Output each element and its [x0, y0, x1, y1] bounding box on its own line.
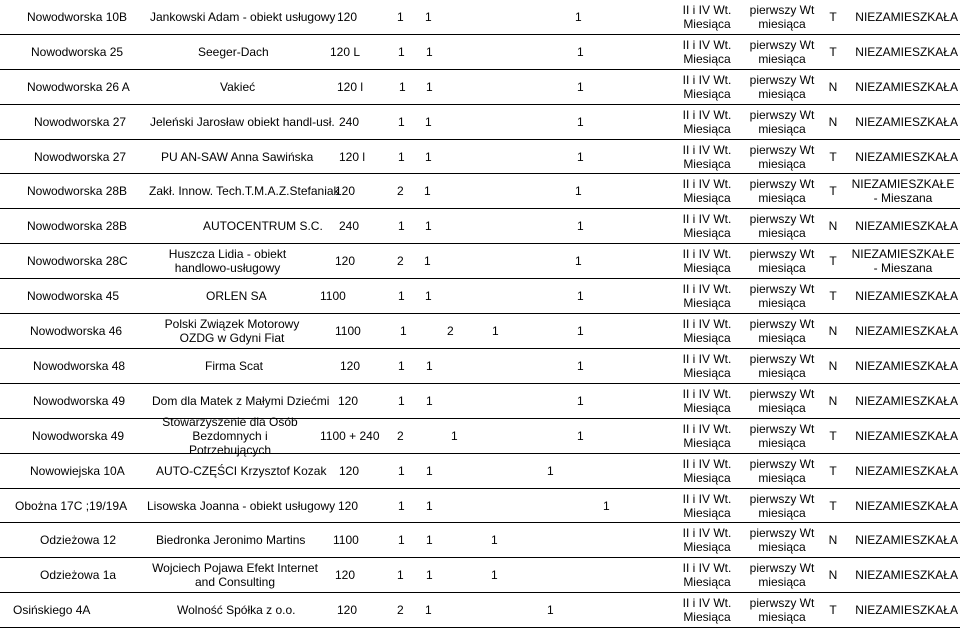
table-row	[0, 0, 960, 35]
count-cell: 1	[603, 498, 610, 513]
schedule-monthly-cell: pierwszy Wt miesiąca	[749, 351, 815, 380]
status-cell: NIEZAMIESZKAŁE - Mieszana	[851, 177, 955, 206]
address-cell: Nowodworska 27	[34, 114, 127, 129]
status-cell: NIEZAMIESZKAŁA	[855, 603, 958, 618]
schedule-monthly-cell: pierwszy Wt miesiąca	[749, 386, 815, 415]
address-cell: Nowodworska 49	[33, 393, 126, 408]
status-cell: NIEZAMIESZKAŁA	[855, 79, 958, 94]
count-cell: 1	[425, 114, 432, 129]
address-cell: Nowodworska 48	[33, 358, 126, 373]
table-row	[0, 454, 960, 489]
schedule-biweekly-cell: II i IV Wt. Miesiąca	[682, 142, 732, 171]
volume-cell: 120	[338, 498, 359, 513]
status-cell: NIEZAMIESZKAŁA	[855, 358, 958, 373]
type-cell: N	[828, 114, 838, 129]
name-cell: Zakł. Innow. Tech.T.M.A.Z.Stefaniak	[149, 184, 340, 199]
type-cell: N	[828, 533, 838, 548]
schedule-monthly-cell: pierwszy Wt miesiąca	[749, 526, 815, 555]
table-row	[0, 105, 960, 140]
address-cell: Odzieżowa 12	[40, 533, 117, 548]
type-cell: T	[829, 9, 837, 24]
count-cell: 1	[398, 149, 405, 164]
count-cell: 1	[491, 568, 498, 583]
count-cell: 2	[397, 603, 404, 618]
count-cell: 1	[492, 324, 499, 339]
count-cell: 1	[577, 393, 584, 408]
count-cell: 1	[425, 149, 432, 164]
type-cell: T	[829, 498, 837, 513]
table-row	[0, 175, 960, 210]
type-cell: N	[828, 324, 838, 339]
count-cell: 1	[397, 568, 404, 583]
name-cell: Vakieć	[220, 79, 256, 94]
volume-cell: 1100	[333, 533, 359, 548]
count-cell: 1	[426, 463, 433, 478]
address-cell: Osińskiego 4A	[13, 603, 91, 618]
status-cell: NIEZAMIESZKAŁA	[855, 463, 958, 478]
count-cell: 1	[398, 498, 405, 513]
count-cell: 1	[426, 498, 433, 513]
address-cell: Nowodworska 27	[34, 149, 127, 164]
table-row	[0, 244, 960, 279]
status-cell: NIEZAMIESZKAŁA	[855, 393, 958, 408]
type-cell: T	[829, 184, 837, 199]
address-cell: Nowodworska 10B	[27, 9, 128, 24]
schedule-biweekly-cell: II i IV Wt. Miesiąca	[682, 421, 732, 450]
name-cell: Stowarzyszenie dla Osób Bezdomnych i Potrzebujących	[162, 414, 298, 457]
schedule-biweekly-cell: II i IV Wt. Miesiąca	[682, 72, 732, 101]
schedule-biweekly-cell: II i IV Wt. Miesiąca	[682, 596, 732, 625]
schedule-biweekly-cell: II i IV Wt. Miesiąca	[682, 212, 732, 241]
count-cell: 1	[577, 219, 584, 234]
schedule-monthly-cell: pierwszy Wt miesiąca	[749, 456, 815, 485]
type-cell: N	[828, 79, 838, 94]
count-cell: 1	[577, 324, 584, 339]
count-cell: 1	[426, 358, 433, 373]
status-cell: NIEZAMIESZKAŁA	[855, 289, 958, 304]
volume-cell: 120	[340, 358, 361, 373]
volume-cell: 120 l	[339, 149, 366, 164]
count-cell: 1	[398, 219, 405, 234]
count-cell: 1	[398, 533, 405, 548]
volume-cell: 120	[337, 603, 358, 618]
count-cell: 1	[398, 114, 405, 129]
type-cell: T	[829, 463, 837, 478]
type-cell: T	[829, 254, 837, 269]
schedule-monthly-cell: pierwszy Wt miesiąca	[749, 561, 815, 590]
status-cell: NIEZAMIESZKAŁA	[855, 219, 958, 234]
table-row	[0, 35, 960, 70]
count-cell: 1	[398, 44, 405, 59]
address-cell: Nowodworska 28B	[27, 184, 128, 199]
count-cell: 1	[398, 358, 405, 373]
name-cell: AUTOCENTRUM S.C.	[203, 219, 323, 234]
table-row	[0, 524, 960, 559]
volume-cell: 120 L	[330, 44, 361, 59]
address-cell: Nowodworska 46	[30, 324, 123, 339]
table-row	[0, 140, 960, 175]
schedule-monthly-cell: pierwszy Wt miesiąca	[749, 72, 815, 101]
status-cell: NIEZAMIESZKAŁA	[855, 44, 958, 59]
count-cell: 1	[577, 358, 584, 373]
count-cell: 1	[577, 79, 584, 94]
count-cell: 1	[575, 254, 582, 269]
table-row	[0, 489, 960, 524]
count-cell: 1	[451, 428, 458, 443]
count-cell: 1	[425, 9, 432, 24]
address-cell: Odzieżowa 1a	[40, 568, 117, 583]
schedule-monthly-cell: pierwszy Wt miesiąca	[749, 596, 815, 625]
volume-cell: 120	[339, 463, 360, 478]
status-cell: NIEZAMIESZKAŁA	[855, 533, 958, 548]
schedule-monthly-cell: pierwszy Wt miesiąca	[749, 107, 815, 136]
count-cell: 1	[425, 219, 432, 234]
schedule-biweekly-cell: II i IV Wt. Miesiąca	[682, 561, 732, 590]
count-cell: 1	[397, 9, 404, 24]
schedule-biweekly-cell: II i IV Wt. Miesiąca	[682, 107, 732, 136]
schedule-biweekly-cell: II i IV Wt. Miesiąca	[682, 2, 732, 31]
address-cell: Nowodworska 26 A	[27, 79, 130, 94]
schedule-monthly-cell: pierwszy Wt miesiąca	[749, 317, 815, 346]
count-cell: 1	[398, 463, 405, 478]
status-cell: NIEZAMIESZKAŁA	[855, 498, 958, 513]
schedule-biweekly-cell: II i IV Wt. Miesiąca	[682, 351, 732, 380]
table-row	[0, 314, 960, 349]
type-cell: N	[828, 568, 838, 583]
schedule-monthly-cell: pierwszy Wt miesiąca	[749, 177, 815, 206]
name-cell: Wolność Spółka z o.o.	[177, 603, 296, 618]
name-cell: Wojciech Pojawa Efekt Internet and Consulting	[152, 561, 318, 590]
volume-cell: 240	[339, 219, 360, 234]
schedule-monthly-cell: pierwszy Wt miesiąca	[749, 247, 815, 276]
status-cell: NIEZAMIESZKAŁA	[855, 428, 958, 443]
count-cell: 1	[426, 568, 433, 583]
schedule-biweekly-cell: II i IV Wt. Miesiąca	[682, 491, 732, 520]
address-cell: Nowowiejska 10A	[30, 463, 125, 478]
volume-cell: 120	[335, 568, 356, 583]
status-cell: NIEZAMIESZKAŁA	[855, 114, 958, 129]
type-cell: N	[828, 393, 838, 408]
count-cell: 1	[424, 184, 431, 199]
schedule-monthly-cell: pierwszy Wt miesiąca	[749, 212, 815, 241]
status-cell: NIEZAMIESZKAŁA	[855, 568, 958, 583]
schedule-biweekly-cell: II i IV Wt. Miesiąca	[682, 526, 732, 555]
count-cell: 1	[425, 289, 432, 304]
volume-cell: 120 l	[337, 79, 364, 94]
name-cell: Dom dla Matek z Małymi Dziećmi	[152, 393, 330, 408]
count-cell: 1	[575, 9, 582, 24]
schedule-monthly-cell: pierwszy Wt miesiąca	[749, 37, 815, 66]
count-cell: 1	[400, 324, 407, 339]
count-cell: 1	[547, 463, 554, 478]
address-cell: Nowodworska 28C	[27, 254, 128, 269]
type-cell: T	[829, 44, 837, 59]
schedule-biweekly-cell: II i IV Wt. Miesiąca	[682, 386, 732, 415]
count-cell: 1	[577, 428, 584, 443]
table-row	[0, 279, 960, 314]
count-cell: 2	[397, 254, 404, 269]
table-row	[0, 384, 960, 419]
name-cell: AUTO-CZĘŚCI Krzysztof Kozak	[156, 463, 327, 478]
type-cell: T	[829, 603, 837, 618]
status-cell: NIEZAMIESZKAŁA	[855, 324, 958, 339]
type-cell: T	[829, 428, 837, 443]
schedule-monthly-cell: pierwszy Wt miesiąca	[749, 491, 815, 520]
schedule-biweekly-cell: II i IV Wt. Miesiąca	[682, 456, 732, 485]
table-row	[0, 593, 960, 628]
schedule-monthly-cell: pierwszy Wt miesiąca	[749, 282, 815, 311]
count-cell: 1	[398, 289, 405, 304]
name-cell: PU AN-SAW Anna Sawińska	[161, 149, 314, 164]
type-cell: T	[829, 149, 837, 164]
name-cell: Jankowski Adam - obiekt usługowy	[150, 9, 336, 24]
count-cell: 1	[424, 254, 431, 269]
volume-cell: 1100	[335, 324, 361, 339]
status-cell: NIEZAMIESZKAŁA	[855, 9, 958, 24]
address-cell: Nowodworska 49	[32, 428, 125, 443]
name-cell: Polski Związek Motorowy OZDG w Gdyni Fiat	[164, 317, 300, 346]
name-cell: ORLEN SA	[206, 289, 267, 304]
type-cell: N	[828, 219, 838, 234]
table-row	[0, 414, 960, 457]
count-cell: 1	[577, 44, 584, 59]
table-row	[0, 70, 960, 105]
table-row	[0, 349, 960, 384]
volume-cell: 120	[335, 254, 356, 269]
count-cell: 2	[397, 184, 404, 199]
volume-cell: 240	[339, 114, 360, 129]
count-cell: 1	[577, 149, 584, 164]
count-cell: 1	[577, 114, 584, 129]
count-cell: 1	[426, 44, 433, 59]
count-cell: 1	[577, 289, 584, 304]
name-cell: Jeleński Jarosław obiekt handl-usł.	[150, 114, 335, 129]
address-cell: Nowodworska 28B	[27, 219, 128, 234]
status-cell: NIEZAMIESZKAŁA	[855, 149, 958, 164]
count-cell: 1	[398, 393, 405, 408]
schedule-monthly-cell: pierwszy Wt miesiąca	[749, 142, 815, 171]
schedule-biweekly-cell: II i IV Wt. Miesiąca	[682, 177, 732, 206]
schedule-biweekly-cell: II i IV Wt. Miesiąca	[682, 282, 732, 311]
volume-cell: 120	[337, 9, 358, 24]
table-row	[0, 209, 960, 244]
count-cell: 1	[425, 603, 432, 618]
schedule-biweekly-cell: II i IV Wt. Miesiąca	[682, 317, 732, 346]
name-cell: Seeger-Dach	[198, 44, 269, 59]
name-cell: Biedronka Jeronimo Martins	[156, 533, 306, 548]
table-row	[0, 558, 960, 593]
address-cell: Nowodworska 45	[27, 289, 120, 304]
count-cell: 2	[397, 428, 404, 443]
status-cell: NIEZAMIESZKAŁE - Mieszana	[851, 247, 955, 276]
name-cell: Firma Scat	[205, 358, 264, 373]
type-cell: T	[829, 289, 837, 304]
address-cell: Obożna 17C ;19/19A	[15, 498, 128, 513]
count-cell: 1	[575, 184, 582, 199]
schedule-biweekly-cell: II i IV Wt. Miesiąca	[682, 247, 732, 276]
count-cell: 1	[399, 79, 406, 94]
count-cell: 2	[447, 324, 454, 339]
schedule-monthly-cell: pierwszy Wt miesiąca	[749, 421, 815, 450]
count-cell: 1	[426, 533, 433, 548]
schedule-biweekly-cell: II i IV Wt. Miesiąca	[682, 37, 732, 66]
schedule-monthly-cell: pierwszy Wt miesiąca	[749, 2, 815, 31]
count-cell: 1	[491, 533, 498, 548]
count-cell: 1	[547, 603, 554, 618]
volume-cell: 120	[335, 184, 356, 199]
count-cell: 1	[426, 393, 433, 408]
volume-cell: 1100	[320, 289, 346, 304]
name-cell: Lisowska Joanna - obiekt usługowy	[147, 498, 336, 513]
volume-cell: 120	[338, 393, 359, 408]
count-cell: 1	[426, 79, 433, 94]
type-cell: N	[828, 358, 838, 373]
name-cell: Huszcza Lidia - obiekt handlowo-usługowy	[168, 247, 287, 276]
volume-cell: 1100 + 240	[320, 428, 380, 443]
address-cell: Nowodworska 25	[31, 44, 124, 59]
